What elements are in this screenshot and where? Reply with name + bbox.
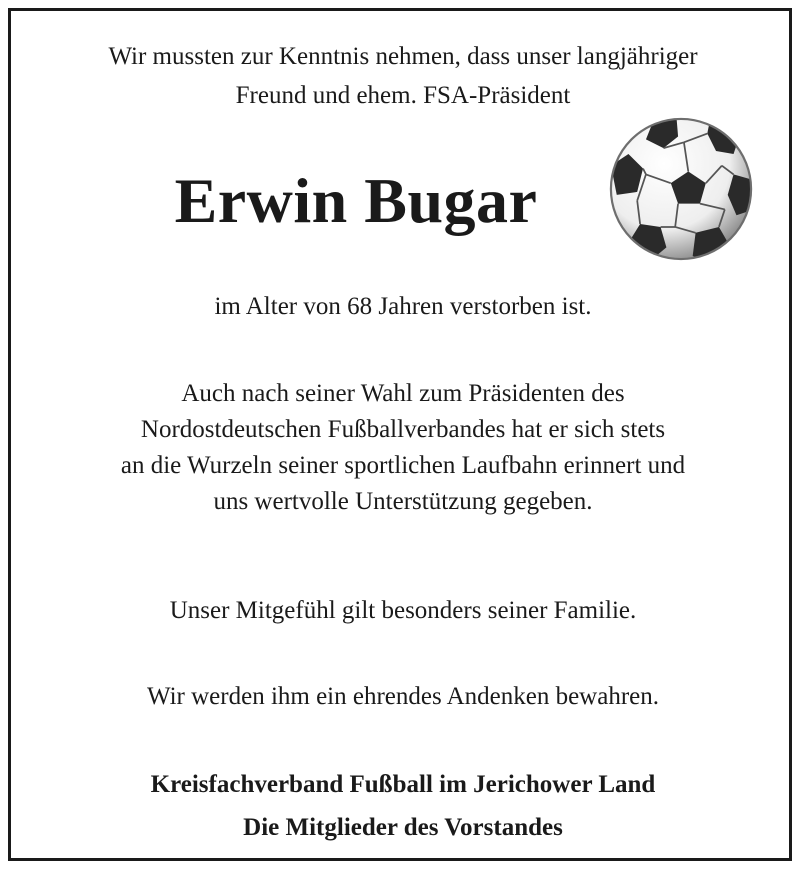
tribute-line-2: Nordostdeutschen Fußballverbandes hat er sich stets [140,416,666,443]
tribute-line-1: Auch nach seiner Wahl zum Präsidenten des [181,380,625,407]
obituary-frame [8,8,792,861]
intro-line-2: Freund und ehem. FSA-Präsident [235,82,571,109]
tribute-paragraph [11,376,795,520]
signature-organization: Kreisfachverband Fußball im Jerichower Land [150,771,656,798]
intro-text [11,37,795,115]
sympathy-statement: Unser Mitgefühl gilt besonders seiner Familie. [169,597,637,624]
soccer-ball-icon [608,116,754,262]
signature-block [11,763,795,849]
memory-statement: Wir werden ihm ein ehrendes Andenken bewahren. [147,683,659,710]
intro-line-1: Wir mussten zur Kenntnis nehmen, dass unser langjähriger [108,43,698,70]
age-statement: im Alter von 68 Jahren verstorben ist. [214,293,592,320]
deceased-name: Erwin Bugar [174,165,538,236]
tribute-line-3: an die Wurzeln seiner sportlichen Laufbahn erinnert und [120,452,686,479]
tribute-line-4: uns wertvolle Unterstützung gegeben. [213,488,593,515]
signature-board: Die Mitglieder des Vorstandes [243,814,563,841]
